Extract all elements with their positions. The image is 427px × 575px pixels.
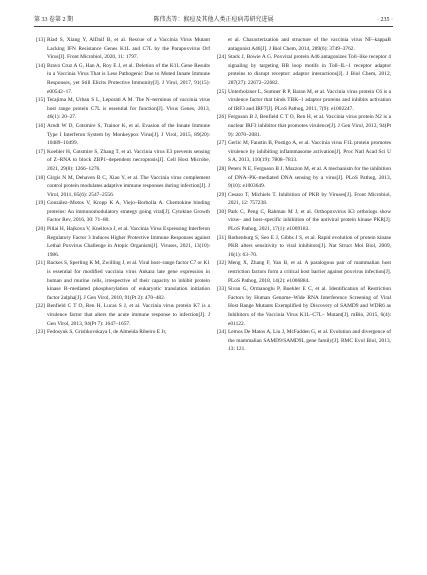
reference-number: [34] xyxy=(217,329,226,336)
reference-entry xyxy=(217,208,391,234)
reference-text: Arndt W D, Cotsmire S, Trainor K, et al. Evasion of the Innate Immune Type I Interferon System by Monkeypox Virus[J]. J Virol, 2015, 89(20): 10489–10499. xyxy=(47,122,210,147)
reference-entry xyxy=(36,148,210,174)
reference-entry xyxy=(36,96,210,122)
reference-entry xyxy=(217,191,391,208)
reference-number: [30] xyxy=(217,208,226,215)
reference-number: [21] xyxy=(36,260,45,267)
header-title: 陈伟杰等：猴痘及其他人类正痘病毒研究进展 xyxy=(153,17,274,23)
reference-entry xyxy=(217,259,391,285)
reference-number: [27] xyxy=(217,140,226,147)
reference-text: Gerlic M, Faustin B, Postigo A, et al. Vaccinia virus F1L protein promotes virulence by inhibiting inflammasome activation[J]. Proc Natl Acad Sci U S A, 2013, 110(19): 7808–7813. xyxy=(228,140,391,164)
reference-text: Pillai H, Hajkova V, Kneilova J, et al. Vaccinia Virus Expressing Interferon Regulatory Factor 3 Induces Higher Protective Immune Responses against Lethal Poxvirus Challenge in Atopic Organism[J]. Viruses, 2021, 13(10): 1986. xyxy=(47,226,210,258)
reference-text: Lemos De Matos A, Liu J, McFadden G, et al. Evolution and divergence of the mammalian SAMD9/SAMD9L gene family[J]. BMC Evol Biol, 2013, 13: 121. xyxy=(228,329,391,353)
header-page-number: · 235 · xyxy=(377,17,393,23)
reference-entry xyxy=(217,165,391,191)
reference-entry xyxy=(217,285,391,328)
reference-number: [26] xyxy=(217,114,226,121)
reference-entry xyxy=(217,234,391,260)
reference-number: [13] xyxy=(36,37,45,43)
reference-entry xyxy=(36,174,210,200)
reference-entry xyxy=(217,88,391,114)
reference-number: [16] xyxy=(36,122,45,129)
reference-number: [15] xyxy=(36,97,45,104)
references-left-column xyxy=(36,36,210,337)
reference-number: [22] xyxy=(36,303,45,310)
reference-entry xyxy=(36,36,210,62)
reference-text: Bravo Cruz A G, Han A, Roy E J, et al. Deletion of the K1L Gene Results in a Vaccinia Virus That is Less Pathogenic Due to Muted Innate Immune Responses, yet Still Elicits Protective Immunity[J]. J Virol, 2017, 91(15): e00542–17. xyxy=(47,62,210,95)
reference-entry xyxy=(217,328,391,354)
reference-text: Benfield C T O, Ren H, Lucas S J, et al. Vaccinia virus protein K7 is a virulence factor that alters the acute immune response to infection[J]. J Gen Virol, 2013, 94(Pt 7): 1647–1657. xyxy=(47,303,210,327)
reference-number: [19] xyxy=(36,200,45,207)
reference-text: González–Motos V, Kropp K A, Viejo–Borbolla A. Chemokine binding proteins: An immunomodulatory strategy going viral[J]. Cytokine Growth Factor Rev, 2016, 30: 71–80. xyxy=(47,200,210,224)
reference-entry xyxy=(36,225,210,259)
reference-text: Backes S, Sperling K M, Zwilling J, et al. Viral host–range factor C7 or K1 is essential for modified vaccinia virus Ankara late gene expression in human and murine cells, irrespective of their capacity to inhibit protein kinase R–mediated phosphorylation of eukaryotic translation initiation factor 2alpha[J]. J Gen Virol, 2010, 91(Pt 2): 470–482. xyxy=(47,260,210,301)
reference-text: et al. Characterization and structure of the vaccinia virus NF–kappaB antagonist A46[J]. J Biol Chem, 2014, 289(6): 3749–3762. xyxy=(228,37,391,52)
reference-text: Terajima M, Urban S L, Leporati A M. The N–terminus of vaccinia virus host range protein C7L is essential for function[J]. Virus Genes, 2013, 46(1): 20–27. xyxy=(47,97,210,121)
reference-number: [32] xyxy=(217,260,226,267)
reference-number: [25] xyxy=(217,88,226,95)
reference-entry xyxy=(36,259,210,302)
reference-text: Cesaro T, Michiels T. Inhibition of PKR by Viruses[J]. Front Microbiol, 2021, 12: 757238. xyxy=(228,191,391,207)
header-volume: 第 33 卷第 2 期 xyxy=(34,17,74,23)
reference-number: [33] xyxy=(217,286,226,293)
reference-entry xyxy=(217,36,391,53)
reference-entry xyxy=(36,328,210,337)
reference-number: [18] xyxy=(36,174,45,181)
reference-entry xyxy=(36,302,210,328)
reference-number: [17] xyxy=(36,148,45,155)
reference-text: Unterholzner L, Sumner R P, Baran M, et al. Vaccinia virus protein C6 is a virulence factor that binds TBK–1 adaptor proteins and inhibits activation of IRF3 and IRF7[J]. PLoS Pathog, 2011, 7(9): e1002247. xyxy=(228,88,391,112)
reference-text: Sivan G, Ormanoglu P, Buehler E C, et al. Identification of Restriction Factors by Human Genome–Wide RNA Interference Screening of Viral Host Range Mutants Exemplified by Discovery of SAMD9 and WDR6 as Inhibitors of the Vaccinia Virus K1L–C7L– Mutant[J]. mBio, 2015, 6(4): e01122. xyxy=(228,286,391,327)
reference-text: Koehler H, Cotsmire S, Zhang T, et al. Vaccinia virus E3 prevents sensing of Z–RNA to block ZBP1–dependent necroptosis[J]. Cell Host Microbe, 2021, 29(8): 1266–1276. xyxy=(47,148,210,172)
running-header xyxy=(34,14,393,27)
reference-number: [31] xyxy=(217,234,226,241)
reference-text: Peters N E, Ferguson B J, Mazzon M, et al. A mechanism for the inhibition of DNA–PK–mediated DNA sensing by a virus[J]. PLoS Pathog, 2013, 9(10): e1003649. xyxy=(228,165,391,190)
reference-entry xyxy=(217,113,391,139)
reference-entry xyxy=(217,53,391,87)
reference-text: Stack J, Bowie A G. Poxviral protein A46 antagonizes Toll–like receptor 4 signaling by targeting BB loop motifs in Toll–IL–1 receptor adaptor proteins to disrupt receptor: adaptor interactions[J]. J Biol Chem, 2012, 287(27): 22672–22682. xyxy=(228,54,391,86)
reference-number: [14] xyxy=(36,62,45,69)
reference-text: Girgis N M, Dehaven B C, Xiao Y, et al. The Vaccinia virus complement control protein modulates adaptive immune responses during infection[J]. J Virol, 2011, 85(6): 2547–2556. xyxy=(47,174,210,198)
reference-text: Ferguson B J, Benfield C T O, Ren H, et al. Vaccinia virus protein N2 is a nuclear IRF3 inhibitor that promotes virulence[J]. J Gen Virol, 2013, 94(Pt 9): 2070–2081. xyxy=(228,114,391,138)
reference-number: [28] xyxy=(217,165,226,172)
reference-entry xyxy=(36,122,210,148)
reference-entry xyxy=(36,62,210,96)
reference-text: Fedosyuk S, Grishkovskaya I, de Almeida Ribeiro E Jr, xyxy=(47,329,167,336)
reference-number: [20] xyxy=(36,226,45,233)
reference-text: Riad S, Xiang Y, AlDaif B, et al. Rescue of a Vaccinia Virus Mutant Lacking IFN Resistance Genes K1L and C7L by the Parapoxvirus Orf Virus[J]. Front Microbiol, 2020, 11: 1797. xyxy=(47,37,210,61)
reference-text: Rothenburg S, Seo E J, Gibbs J S, et al. Rapid evolution of protein kinase PKR alters sensitivity to viral inhibitors[J]. Nat Struct Mol Biol, 2009, 16(1): 63–70. xyxy=(228,234,391,258)
reference-number: [24] xyxy=(217,54,226,61)
reference-text: Meng X, Zhang F, Yan B, et al. A paralogous pair of mammalian host restriction factors form a critical host barrier against poxvirus infection[J]. PLoS Pathog, 2018, 14(2): e1006884. xyxy=(228,260,391,284)
reference-entry xyxy=(36,199,210,225)
reference-number: [23] xyxy=(36,329,45,336)
reference-entry xyxy=(217,139,391,165)
reference-number: [29] xyxy=(217,191,226,198)
references-right-column xyxy=(217,36,391,354)
reference-text: Park C, Peng C, Rahman M J, et al. Orthopoxvirus K3 orthologs show virus– and host–specific inhibition of the antiviral protein kinase PKR[J]. PLoS Pathog, 2021, 17(1): e1009183. xyxy=(228,208,391,233)
